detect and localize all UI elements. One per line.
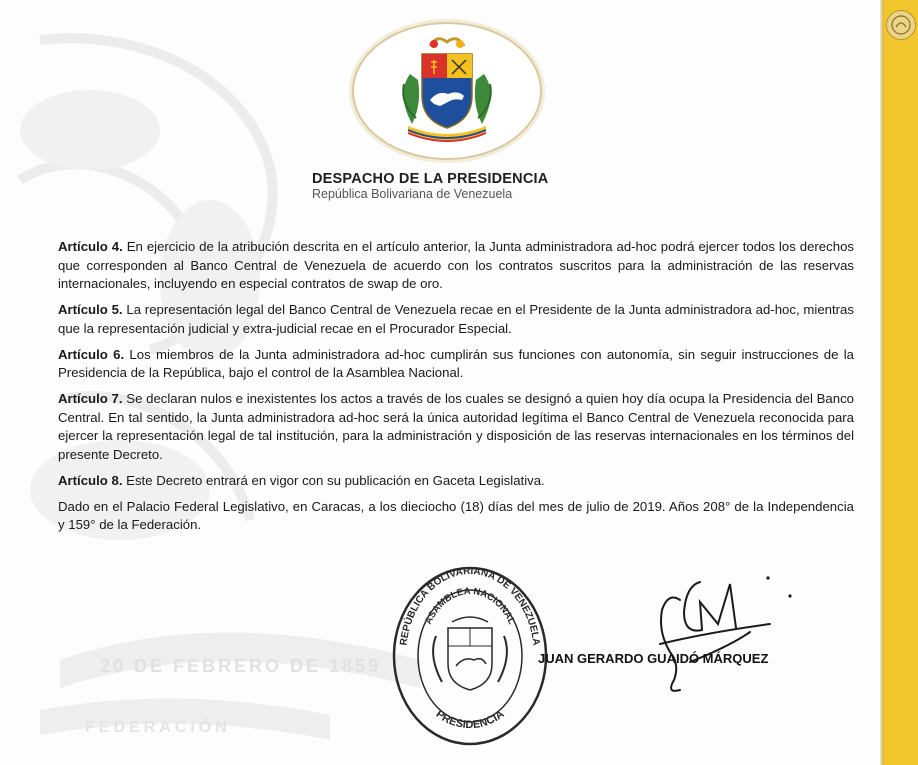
- article-text: En ejercicio de la atribución descrita en el artículo anterior, la Junta administradora ad-hoc podrá ejercer todos los derechos que corresponden al Banco Central de Venezuela de acuerdo con los contratos suscritos para la administración de las reservas internacionales, incluyendo en especial contratos de swap de oro.: [58, 239, 854, 291]
- presidency-stamp: [390, 556, 550, 746]
- article-paragraph: [58, 472, 854, 491]
- article-paragraph: [58, 301, 854, 338]
- gold-side-bar: [884, 0, 918, 765]
- article-paragraph: [58, 238, 854, 294]
- corner-seal-icon: [886, 10, 916, 40]
- article-label: Artículo 7.: [58, 391, 123, 406]
- handwritten-signature: [640, 572, 810, 702]
- stamp-inner-text: ASAMBLEA NACIONAL: [422, 585, 518, 627]
- svg-text:PRESIDENCIA: [434, 708, 507, 731]
- article-text: Los miembros de la Junta administradora ad-hoc cumplirán sus funciones con autonomía, sin seguir instrucciones de la Presidencia de la República, bajo el control de la Asamblea Nacional.: [58, 346, 854, 380]
- watermark-ribbon-text-2: FEDERACIÓN: [85, 719, 231, 736]
- article-label: Artículo 4.: [58, 239, 123, 254]
- article-paragraph: [58, 390, 854, 464]
- watermark-ribbon-text: 20 DE FEBRERO DE 1859: [100, 656, 382, 676]
- signer-name: JUAN GERARDO GUAIDÓ MÁRQUEZ: [538, 651, 769, 666]
- article-label: Artículo 8.: [58, 472, 123, 488]
- decree-body: [58, 238, 854, 542]
- stamp-bottom-text: PRESIDENCIA: [433, 708, 507, 732]
- issuer-title: DESPACHO DE LA PRESIDENCIA: [312, 171, 549, 187]
- issuer-subtitle: República Bolivariana de Venezuela: [312, 187, 513, 201]
- article-label: Artículo 5.: [58, 302, 123, 317]
- coat-of-arms-logo: [382, 34, 512, 144]
- svg-text:ASAMBLEA NACIONAL: [423, 586, 517, 626]
- article-text: Se declaran nulos e inexistentes los actos a través de los cuales se designó a quien hoy día ocupa la Presidencia del Banco Central. En tal sentido, la Junta administradora ad-hoc será la única autoridad legítima el Banco Central de Venezuela reconocida para ejercer la representación legal de tal institución, para la administración y disposición de las reservas internacionales en los términos del presente Decreto.: [58, 391, 855, 462]
- article-paragraph: [58, 346, 854, 383]
- article-label: Artículo 6.: [58, 346, 125, 362]
- article-text: Este Decreto entrará en vigor con su publicación en Gaceta Legislativa.: [122, 472, 545, 488]
- stamp-outer-text: REPÚBLICA BOLIVARIANA DE VENEZUELA: [398, 565, 542, 647]
- article-text: La representación legal del Banco Central de Venezuela recae en el Presidente de la Junta administradora ad-hoc, mientras que la representación judicial y extra-judicial recae en el Procurador Especial.: [58, 302, 854, 336]
- closing-paragraph: Dado en el Palacio Federal Legislativo, en Caracas, a los dieciocho (18) días del mes de julio de 2019. Años 208° de la Independencia y 159° de la Federación.: [58, 498, 854, 532]
